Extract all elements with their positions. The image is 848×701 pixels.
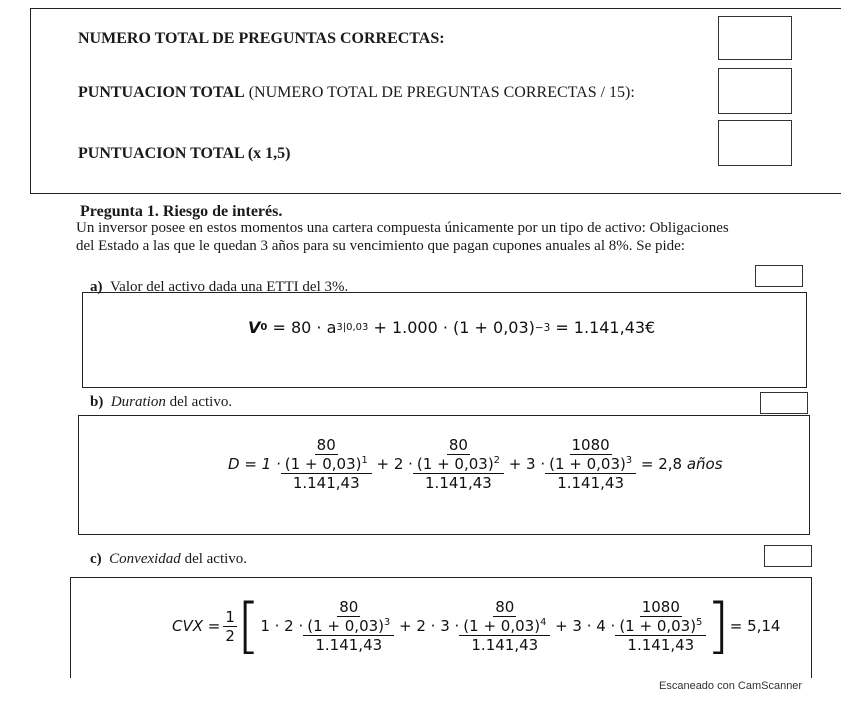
score-input-total[interactable]: [718, 68, 792, 114]
part-c-term-3: $\frac{\frac{1080}{(1 + 0,03)^5}}{1.141,43}$: [615, 598, 706, 654]
scanner-watermark: Escaneado con CamScanner: [659, 680, 803, 692]
part-c-formula: CVX = $\frac{1}{2}$ [ 1 · 2 · $\frac{\frac{80}{(1 + 0,03)^3}}{1.141,43}$ + 2 · 3 · $\frac{\frac{80}{(1 + 0,03)^4}}{1.141,43}$ + 3 · 4 · $\frac{\frac{1080}{(1 + 0,03)^5}}{1.141,43}$ ] = 5,14: [172, 591, 781, 661]
part-a-answer-box: [82, 292, 807, 388]
score-input-x15[interactable]: [718, 120, 792, 166]
part-c-heading: c) Convexidad del activo.: [90, 551, 248, 567]
part-c-half: $\frac{1}{2}$: [225, 607, 235, 645]
part-b-formula: D = 1 · $\frac{\frac{80}{(1 + 0,03)^1}}{1.141,43}$ + 2 · $\frac{\frac{80}{(1 + 0,03)^2}}{1.141,43}$ + 3 · $\frac{\frac{1080}{(1 + 0,03)^3}}{1.141,43}$ = 2,8 años: [228, 436, 723, 492]
question-title: Pregunta 1. Riesgo de interés.: [80, 203, 283, 220]
header-line-score: PUNTUACION TOTAL (NUMERO TOTAL DE PREGUNTAS CORRECTAS / 15):: [78, 84, 635, 101]
score-input-correct[interactable]: [718, 16, 792, 60]
part-a-mark-box[interactable]: [755, 265, 803, 287]
part-b-heading: b) Duration del activo.: [90, 394, 233, 410]
part-b-term-1: $\frac{\frac{80}{(1 + 0,03)^1}}{1.141,43}$: [281, 436, 372, 492]
part-c-mark-box[interactable]: [764, 545, 812, 567]
part-b-mark-box[interactable]: [760, 392, 808, 414]
part-a-heading: a) Valor del activo dada una ETTI del 3%.: [90, 279, 349, 295]
question-statement-1: Un inversor posee en estos momentos una cartera compuesta únicamente por un tipo de activo: Obligaciones: [76, 220, 729, 236]
part-b-term-2: $\frac{\frac{80}{(1 + 0,03)^2}}{1.141,43}$: [413, 436, 504, 492]
part-a-formula: V 0 = 80 · a 3|0,03 + 1.000 · (1 + 0,03) −3 = 1.141,43€: [248, 318, 656, 337]
header-line-score-x15: PUNTUACION TOTAL (x 1,5): [78, 145, 291, 162]
part-b-term-3: $\frac{\frac{1080}{(1 + 0,03)^3}}{1.141,43}$: [545, 436, 636, 492]
question-statement-2: del Estado a las que le quedan 3 años para su vencimiento que pagan cupones anuales al 8%. Se pide:: [76, 238, 685, 254]
part-c-term-2: $\frac{\frac{80}{(1 + 0,03)^4}}{1.141,43}$: [459, 598, 550, 654]
header-line-correct: NUMERO TOTAL DE PREGUNTAS CORRECTAS:: [78, 30, 445, 47]
part-c-term-1: $\frac{\frac{80}{(1 + 0,03)^3}}{1.141,43}$: [303, 598, 394, 654]
